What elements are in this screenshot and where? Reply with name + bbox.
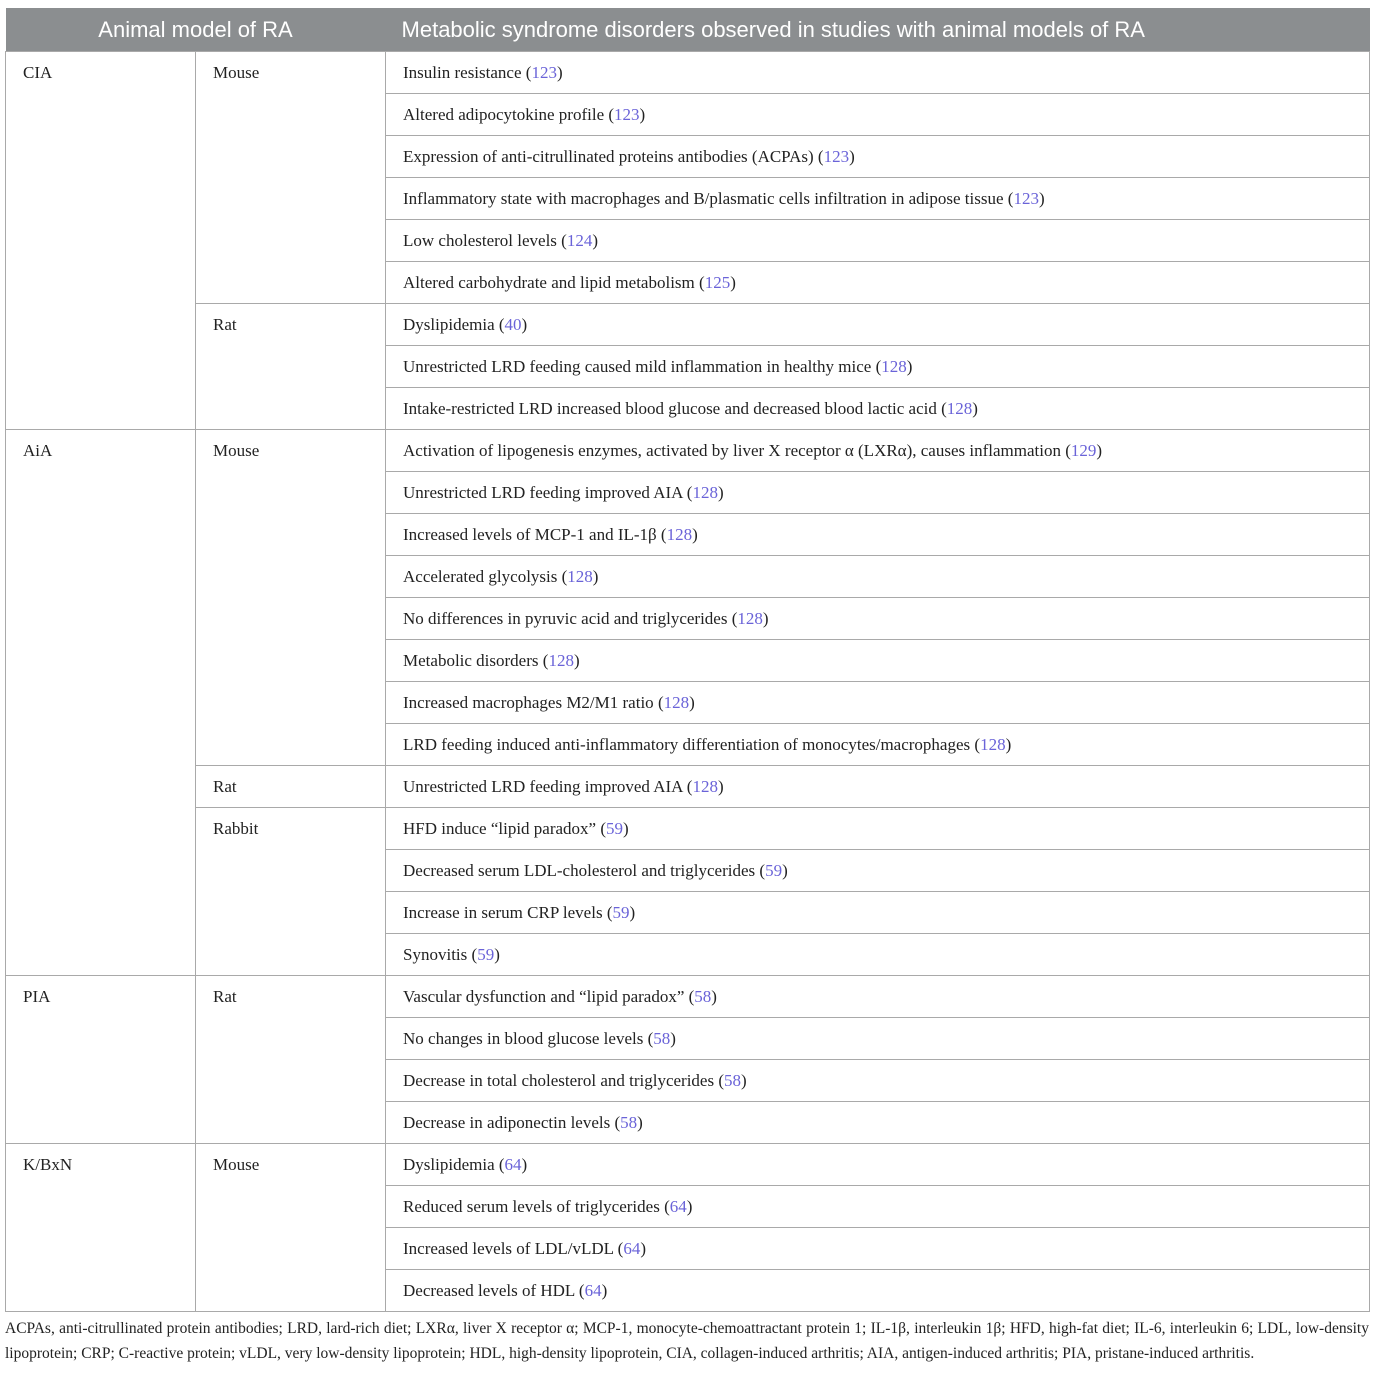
finding-text: Unrestricted LRD feeding improved AIA	[403, 777, 683, 796]
reference-link[interactable]: 59	[765, 861, 783, 880]
finding-cell: Increased macrophages M2/M1 ratio (128)	[386, 682, 1370, 724]
finding-cell: Decrease in total cholesterol and triglycerides (58)	[386, 1060, 1370, 1102]
table-row	[6, 808, 1370, 850]
finding-text: Synovitis	[403, 945, 468, 964]
species-cell: Rat	[196, 766, 386, 808]
finding-cell: Unrestricted LRD feeding caused mild inflammation in healthy mice (128)	[386, 346, 1370, 388]
reference-link[interactable]: 128	[881, 357, 907, 376]
reference-link[interactable]: 128	[980, 735, 1006, 754]
finding-text: Increased levels of MCP-1 and IL-1β	[403, 525, 657, 544]
finding-text: Decrease in adiponectin levels	[403, 1113, 611, 1132]
finding-text: Dyslipidemia	[403, 315, 495, 334]
model-group-cell: AiA	[6, 430, 196, 976]
finding-text: LRD feeding induced anti-inflammatory differentiation of monocytes/macrophages	[403, 735, 971, 754]
table-row	[6, 766, 1370, 808]
finding-text: Vascular dysfunction and “lipid paradox”	[403, 987, 685, 1006]
reference-link[interactable]: 129	[1070, 441, 1097, 460]
finding-text: Reduced serum levels of triglycerides	[403, 1197, 660, 1216]
species-cell: Rabbit	[196, 808, 386, 976]
reference-link[interactable]: 58	[620, 1113, 638, 1132]
finding-text: Altered adipocytokine profile	[403, 105, 605, 124]
finding-cell: Low cholesterol levels (124)	[386, 220, 1370, 262]
model-group-cell: PIA	[6, 976, 196, 1144]
reference-link[interactable]: 123	[1013, 189, 1039, 208]
reference-link[interactable]: 128	[567, 567, 593, 586]
reference-link[interactable]: 124	[566, 231, 593, 250]
finding-text: Unrestricted LRD feeding improved AIA	[403, 483, 683, 502]
finding-text: Inflammatory state with macrophages and B/plasmatic cells infiltration in adipose tissue	[403, 189, 1004, 208]
reference-link[interactable]: 40	[504, 315, 522, 334]
reference-link[interactable]: 125	[704, 273, 731, 292]
finding-text: Decreased serum LDL-cholesterol and triglycerides	[403, 861, 756, 880]
table-row	[6, 304, 1370, 346]
finding-text: Insulin resistance	[403, 63, 522, 82]
reference-link[interactable]: 59	[477, 945, 495, 964]
finding-cell: Unrestricted LRD feeding improved AIA (128)	[386, 766, 1370, 808]
reference-link[interactable]: 58	[694, 987, 712, 1006]
table-header-row	[6, 8, 1370, 52]
finding-cell: Dyslipidemia (64)	[386, 1144, 1370, 1186]
finding-text: Expression of anti-citrullinated proteins antibodies (ACPAs)	[403, 147, 814, 166]
finding-cell: Altered carbohydrate and lipid metabolism (125)	[386, 262, 1370, 304]
finding-text: Increased macrophages M2/M1 ratio	[403, 693, 654, 712]
finding-text: Activation of lipogenesis enzymes, activated by liver X receptor α (LXRα), causes inflammation	[403, 441, 1061, 460]
reference-link[interactable]: 64	[623, 1239, 641, 1258]
finding-cell: Decreased levels of HDL (64)	[386, 1270, 1370, 1312]
finding-text: HFD induce “lipid paradox”	[403, 819, 597, 838]
finding-cell: Insulin resistance (123)	[386, 52, 1370, 94]
table-row	[6, 976, 1370, 1018]
table-footnote: ACPAs, anti-citrullinated protein antibodies; LRD, lard-rich diet; LXRα, liver X receptor α; MCP-1, monocyte-chemoattractant protein 1; IL-1β, interleukin 1β; HFD, high-fat diet; IL-6, interleukin 6; LDL, low-density lipoprotein; CRP; C-reactive protein; vLDL, very low-density lipoprotein; HDL, high-density lipoprotein, CIA, collagen-induced arthritis; AIA, antigen-induced arthritis; PIA, pristane-induced arthritis.	[5, 1320, 1369, 1362]
finding-cell: Intake-restricted LRD increased blood glucose and decreased blood lactic acid (128)	[386, 388, 1370, 430]
finding-text: Altered carbohydrate and lipid metabolism	[403, 273, 695, 292]
finding-text: No differences in pyruvic acid and triglycerides	[403, 609, 728, 628]
finding-text: Increase in serum CRP levels	[403, 903, 603, 922]
finding-text: No changes in blood glucose levels	[403, 1029, 644, 1048]
finding-cell: Vascular dysfunction and “lipid paradox” (58)	[386, 976, 1370, 1018]
finding-cell: No differences in pyruvic acid and triglycerides (128)	[386, 598, 1370, 640]
table-row	[6, 52, 1370, 94]
reference-link[interactable]: 128	[692, 777, 718, 796]
finding-cell: Increased levels of MCP-1 and IL-1β (128)	[386, 514, 1370, 556]
table-row	[6, 430, 1370, 472]
finding-cell: Synovitis (59)	[386, 934, 1370, 976]
finding-cell: Altered adipocytokine profile (123)	[386, 94, 1370, 136]
reference-link[interactable]: 64	[504, 1155, 522, 1174]
finding-cell: Reduced serum levels of triglycerides (64)	[386, 1186, 1370, 1228]
model-group-cell: K/BxN	[6, 1144, 196, 1312]
finding-cell: Expression of anti-citrullinated proteins antibodies (ACPAs) (123)	[386, 136, 1370, 178]
finding-cell: Inflammatory state with macrophages and B/plasmatic cells infiltration in adipose tissue (123)	[386, 178, 1370, 220]
reference-link[interactable]: 59	[612, 903, 630, 922]
reference-link[interactable]: 128	[692, 483, 718, 502]
finding-text: Decrease in total cholesterol and triglycerides	[403, 1071, 715, 1090]
finding-text: Increased levels of LDL/vLDL	[403, 1239, 614, 1258]
species-cell: Rat	[196, 304, 386, 430]
table-row	[6, 1144, 1370, 1186]
finding-cell: HFD induce “lipid paradox” (59)	[386, 808, 1370, 850]
reference-link[interactable]: 58	[653, 1029, 671, 1048]
finding-cell: Dyslipidemia (40)	[386, 304, 1370, 346]
finding-cell: Unrestricted LRD feeding improved AIA (128)	[386, 472, 1370, 514]
table-container	[5, 8, 1370, 1366]
species-cell: Mouse	[196, 1144, 386, 1312]
finding-cell: Increased levels of LDL/vLDL (64)	[386, 1228, 1370, 1270]
finding-cell: Decrease in adiponectin levels (58)	[386, 1102, 1370, 1144]
table-body	[6, 52, 1370, 1312]
reference-link[interactable]: 64	[584, 1281, 602, 1300]
reference-link[interactable]: 64	[669, 1197, 687, 1216]
header-animal-model: Animal model of RA	[6, 8, 386, 52]
finding-cell: No changes in blood glucose levels (58)	[386, 1018, 1370, 1060]
finding-cell: LRD feeding induced anti-inflammatory differentiation of monocytes/macrophages (128)	[386, 724, 1370, 766]
reference-link[interactable]: 128	[737, 609, 763, 628]
finding-text: Low cholesterol levels	[403, 231, 557, 250]
finding-text: Intake-restricted LRD increased blood glucose and decreased blood lactic acid	[403, 399, 937, 418]
reference-link[interactable]: 128	[663, 693, 690, 712]
reference-link[interactable]: 128	[946, 399, 973, 418]
reference-link[interactable]: 59	[606, 819, 624, 838]
finding-text: Metabolic disorders	[403, 651, 539, 670]
reference-link[interactable]: 128	[666, 525, 693, 544]
finding-text: Dyslipidemia	[403, 1155, 495, 1174]
species-cell: Mouse	[196, 430, 386, 766]
reference-link[interactable]: 128	[548, 651, 574, 670]
header-metabolic-disorders: Metabolic syndrome disorders observed in studies with animal models of RA	[386, 8, 1370, 52]
species-cell: Mouse	[196, 52, 386, 304]
finding-cell: Activation of lipogenesis enzymes, activated by liver X receptor α (LXRα), causes inflammation (129)	[386, 430, 1370, 472]
finding-cell: Metabolic disorders (128)	[386, 640, 1370, 682]
finding-cell: Decreased serum LDL-cholesterol and triglycerides (59)	[386, 850, 1370, 892]
finding-cell: Increase in serum CRP levels (59)	[386, 892, 1370, 934]
species-cell: Rat	[196, 976, 386, 1144]
model-group-cell: CIA	[6, 52, 196, 430]
finding-text: Accelerated glycolysis	[403, 567, 558, 586]
reference-link[interactable]: 123	[823, 147, 850, 166]
reference-link[interactable]: 123	[614, 105, 640, 124]
reference-link[interactable]: 58	[724, 1071, 742, 1090]
animal-models-table	[5, 8, 1370, 1312]
finding-text: Unrestricted LRD feeding caused mild inflammation in healthy mice	[403, 357, 872, 376]
finding-cell: Accelerated glycolysis (128)	[386, 556, 1370, 598]
finding-text: Decreased levels of HDL	[403, 1281, 575, 1300]
reference-link[interactable]: 123	[531, 63, 557, 82]
